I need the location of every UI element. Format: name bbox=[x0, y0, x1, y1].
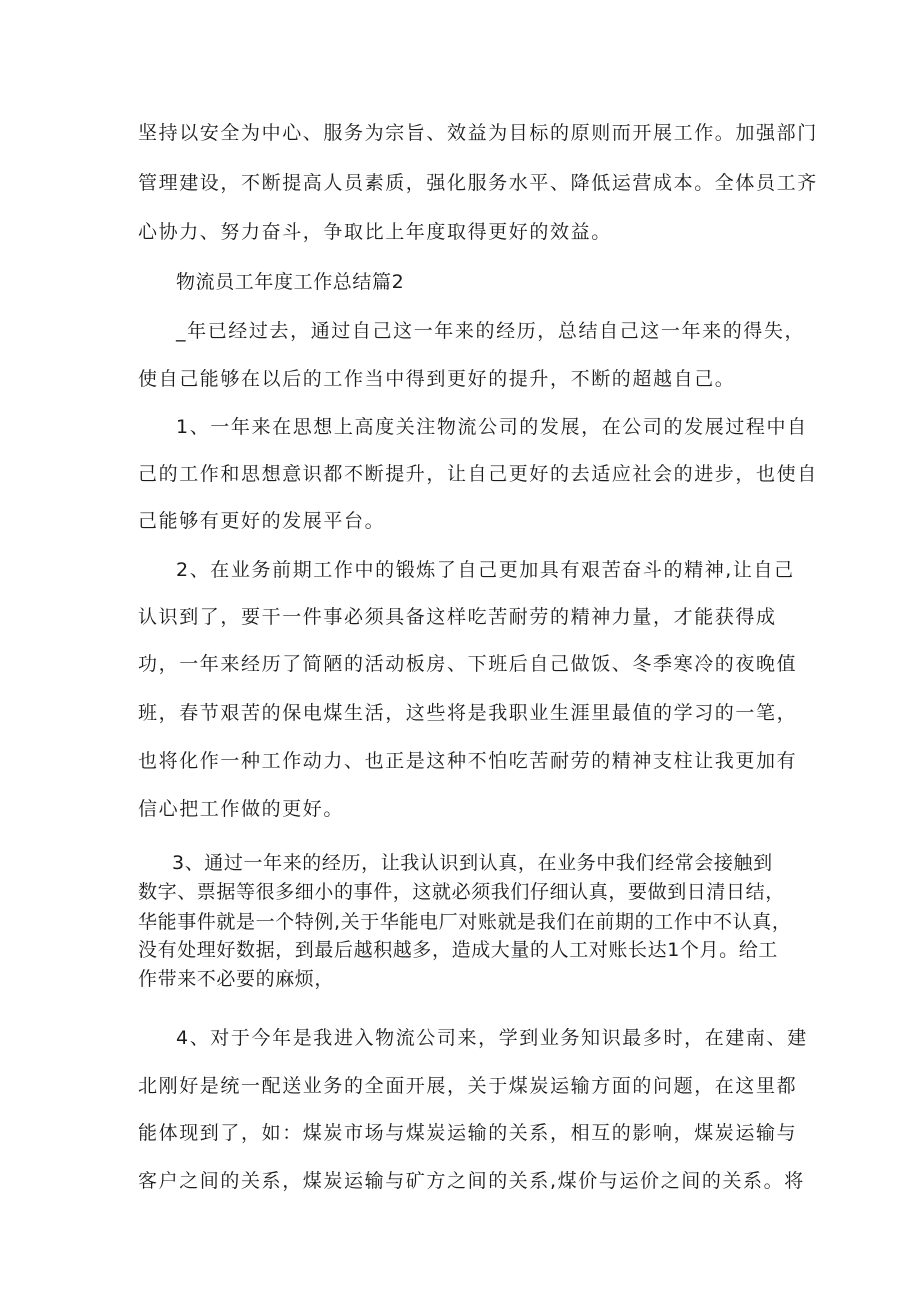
paragraph-line: 2、在业务前期工作中的锻炼了自己更加具有艰苦奋斗的精神,让自己 bbox=[176, 559, 795, 581]
paragraph-line: 己的工作和思想意识都不断提升，让自己更好的去适应社会的进步，也使自 bbox=[138, 463, 818, 485]
paragraph-line: 也将化作一种工作动力、也正是这种不怕吃苦耐劳的精神支柱让我更加有 bbox=[138, 750, 798, 772]
paragraph-line: 信心把工作做的更好。 bbox=[138, 798, 345, 820]
paragraph-line: _年已经过去，通过自己这一年来的经历，总结自己这一年来的得失， bbox=[176, 320, 806, 342]
paragraph-line: 华能事件就是一个特例,关于华能电厂对账就是我们在前期的工作中不认真， bbox=[138, 911, 792, 933]
paragraph-line: 北刚好是统一配送业务的全面开展，关于煤炭运输方面的问题，在这里都 bbox=[138, 1075, 798, 1097]
paragraph-line: 班，春节艰苦的保电煤生活，这些将是我职业生涯里最值的学习的一笔， bbox=[138, 702, 798, 724]
paragraph-line: 作带来不必要的麻烦， bbox=[138, 968, 335, 990]
paragraph-line: 己能够有更好的发展平台。 bbox=[138, 510, 386, 532]
paragraph-line: 坚持以安全为中心、服务为宗旨、效益为目标的原则而开展工作。加强部门 bbox=[138, 122, 818, 144]
paragraph-line: 3、通过一年来的经历，让我认识到认真，在业务中我们经常会接触到 bbox=[172, 852, 773, 874]
paragraph-line: 1、一年来在思想上高度关注物流公司的发展，在公司的发展过程中自 bbox=[176, 416, 808, 438]
paragraph-line: 能体现到了，如：煤炭市场与煤炭运输的关系，相互的影响，煤炭运输与 bbox=[138, 1122, 798, 1144]
paragraph-line: 4、对于今年是我进入物流公司来，学到业务知识最多时，在建南、建 bbox=[176, 1027, 808, 1049]
section-heading: 物流员工年度工作总结篇2 bbox=[176, 271, 405, 293]
paragraph-line: 管理建设，不断提高人员素质，强化服务水平、降低运营成本。全体员工齐 bbox=[138, 172, 818, 194]
paragraph-line: 认识到了，要干一件事必须具备这样吃苦耐劳的精神力量，才能获得成 bbox=[138, 606, 777, 628]
paragraph-line: 功，一年来经历了简陋的活动板房、下班后自己做饭、冬季寒冷的夜晚值 bbox=[138, 653, 798, 675]
paragraph-line: 客户之间的关系，煤炭运输与矿方之间的关系,煤价与运价之间的关系。将 bbox=[138, 1170, 805, 1192]
paragraph-line: 没有处理好数据，到最后越积越多，造成大量的人工对账长达1个月。给工 bbox=[138, 939, 778, 961]
paragraph-line: 数字、票据等很多细小的事件，这就必须我们仔细认真，要做到日清日结， bbox=[138, 881, 785, 903]
paragraph-line: 使自己能够在以后的工作当中得到更好的提升，不断的超越自己。 bbox=[138, 368, 736, 390]
paragraph-line: 心协力、努力奋斗，争取比上年度取得更好的效益。 bbox=[138, 221, 612, 243]
